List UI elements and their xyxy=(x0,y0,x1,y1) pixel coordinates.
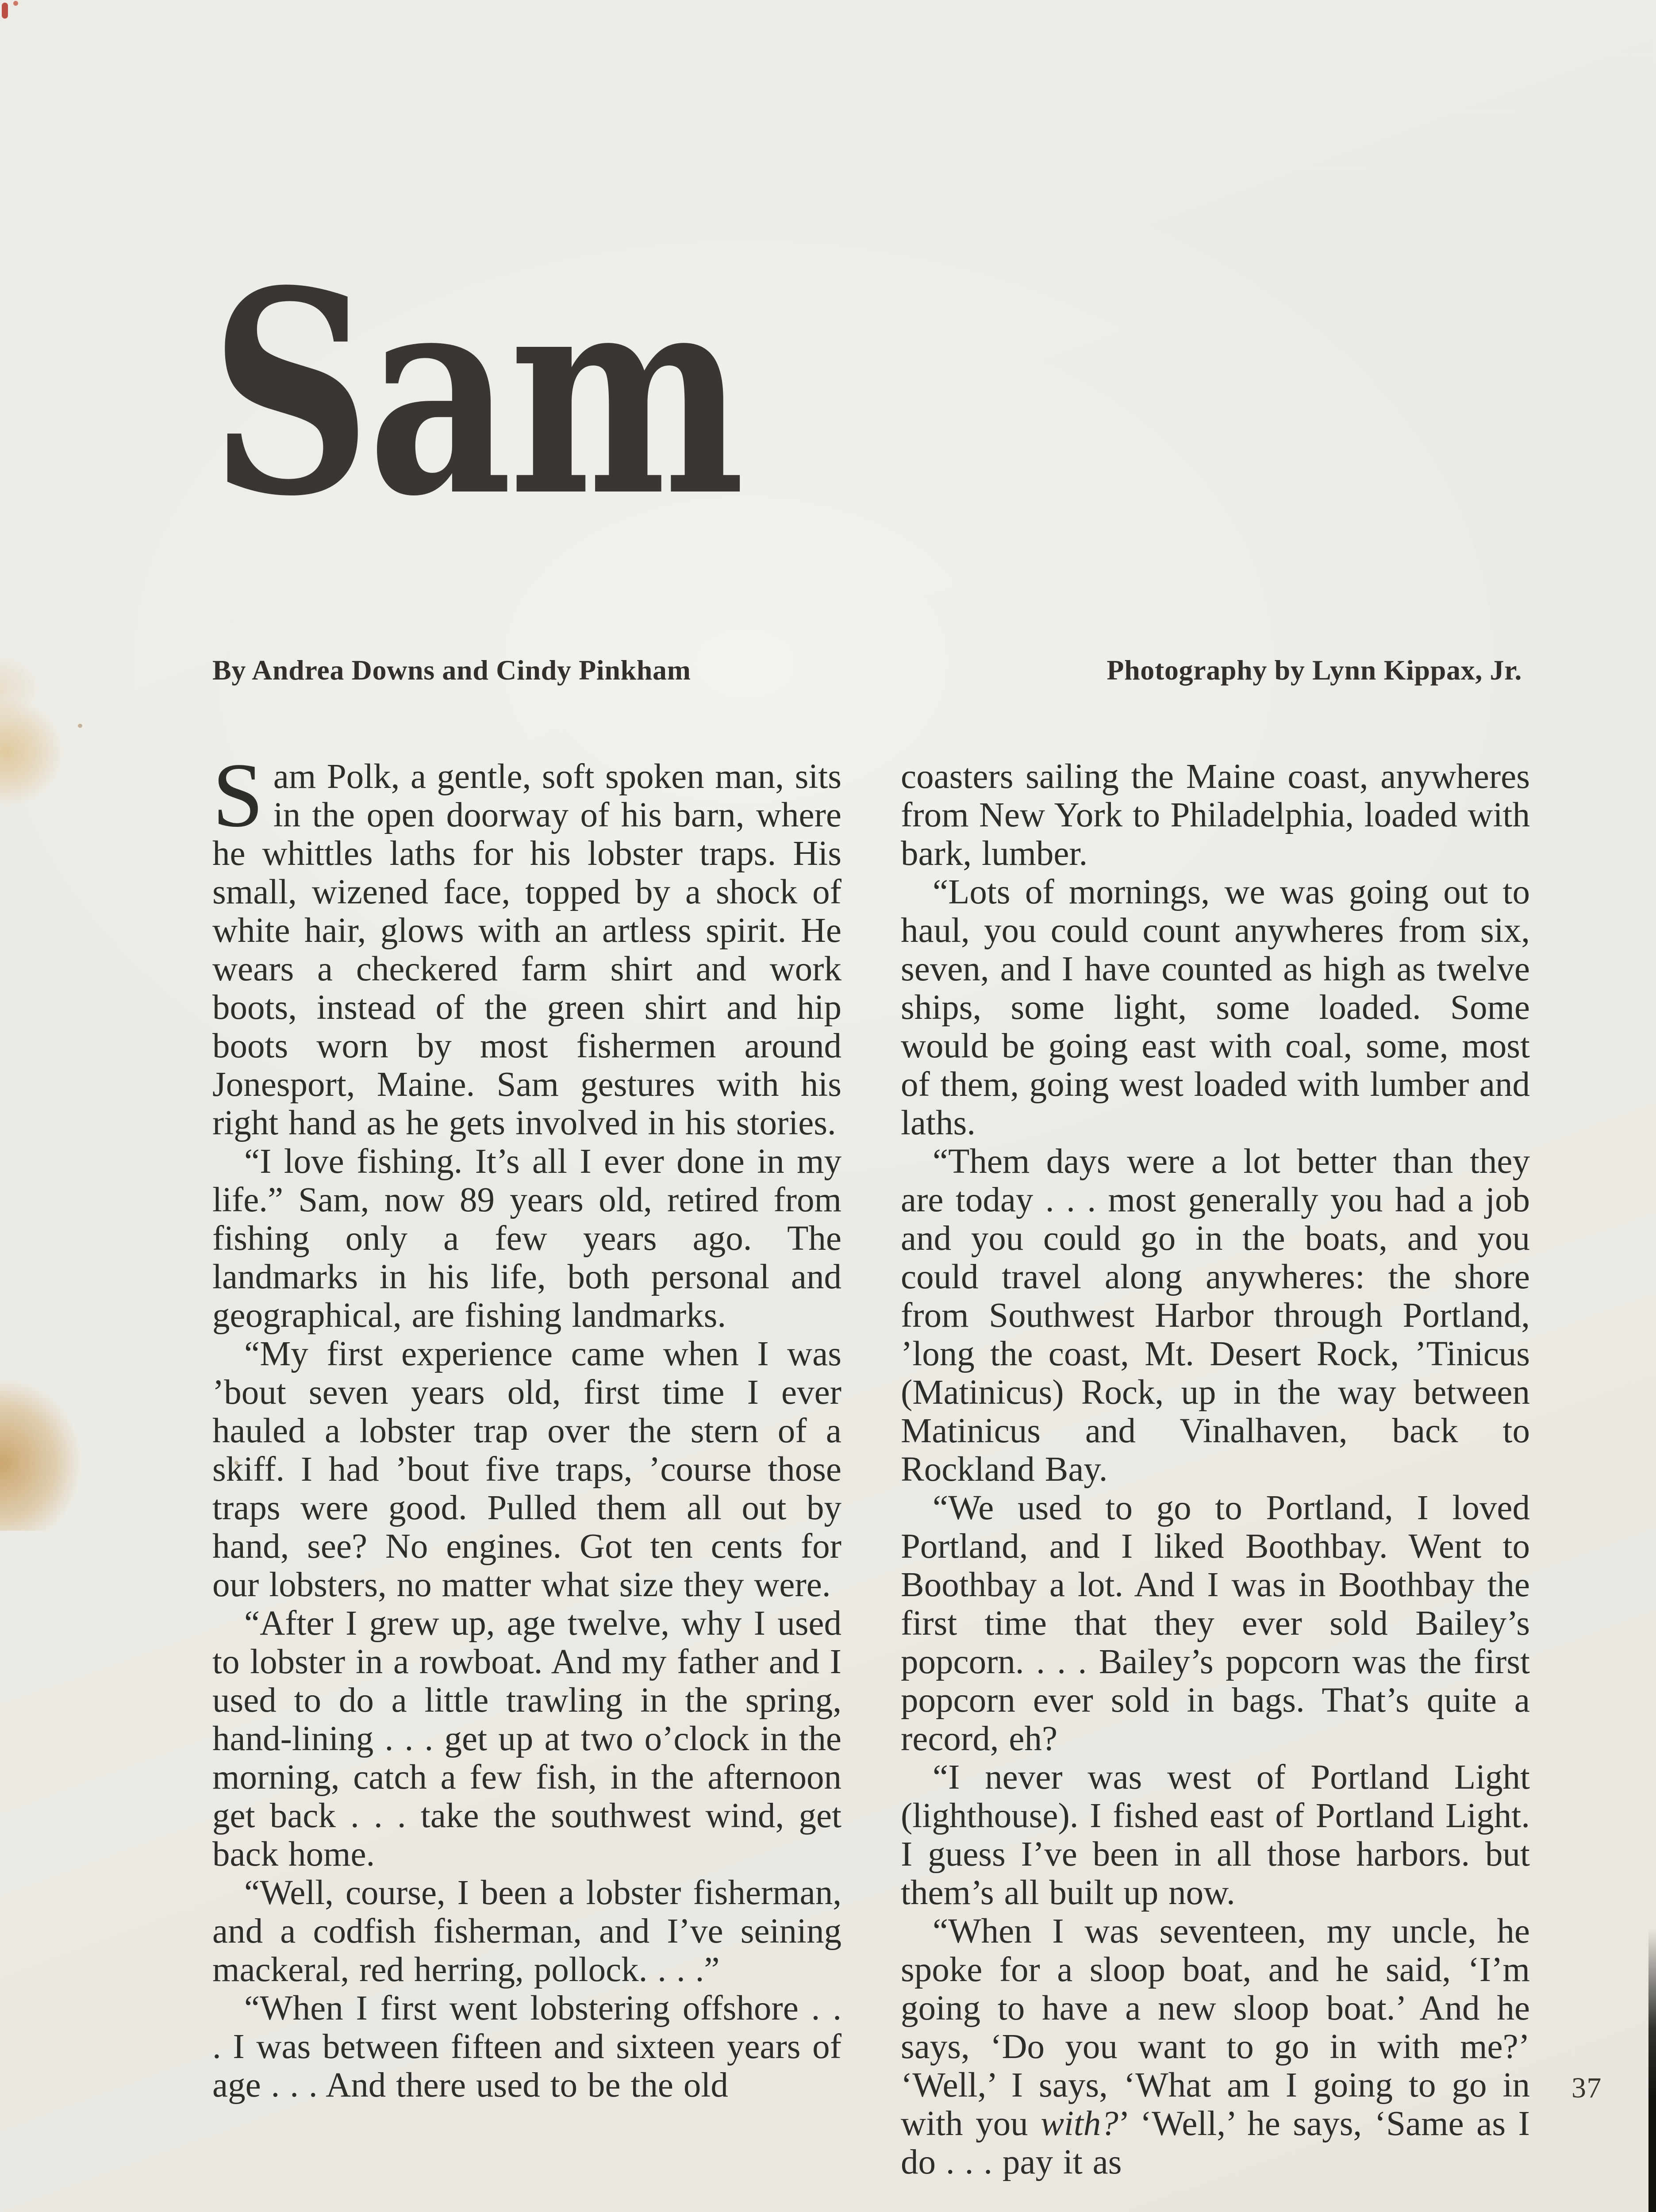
paragraph: “When I first went lobstering offshore . . . I was between fifteen and sixteen years of age . . . And there used to be the old xyxy=(212,1989,841,2104)
left-column xyxy=(212,744,841,2104)
italic-word: with? xyxy=(1041,2104,1118,2143)
red-ink-dot xyxy=(13,1,18,6)
author-byline: By Andrea Downs and Cindy Pinkham xyxy=(212,654,691,686)
article-title: Sam xyxy=(210,230,742,557)
paragraph xyxy=(212,744,841,1142)
paragraph: “Well, course, I been a lobster fisherman, and a codfish fisherman, and I’ve seining mackeral, red herring, pollock. . . .” xyxy=(212,1874,841,1989)
paragraph: “I never was west of Portland Light (lighthouse). I fished east of Portland Light. I guess I’ve been in all those harbors. but them’s all built up now. xyxy=(901,1758,1530,1912)
scan-edge-shadow xyxy=(1648,1929,1656,2212)
paragraph xyxy=(901,1912,1530,2181)
right-column xyxy=(901,757,1530,2181)
red-ink-mark xyxy=(2,3,8,19)
paragraph: “After I grew up, age twelve, why I used to lobster in a rowboat. And my father and I used to do a little trawling in the spring, hand-lining . . . get up at two o’clock in the morning, catch a few fish, in the afternoon get back . . . take the southwest wind, get back home. xyxy=(212,1604,841,1874)
paper-stain xyxy=(0,699,62,805)
drop-cap: S xyxy=(212,744,264,846)
paragraph: coasters sailing the Maine coast, anywheres from New York to Philadelphia, loaded with bark, lumber. xyxy=(901,757,1530,873)
paragraph: “I love fishing. It’s all I ever done in my life.” Sam, now 89 years old, retired from fishing only a few years ago. The landmarks in his life, both personal and geographical, are fishing landmarks. xyxy=(212,1142,841,1335)
page-number: 37 xyxy=(1571,2072,1602,2104)
paragraph-text: “When I was seventeen, my uncle, he spoke for a sloop boat, and he said, ‘I’m going to have a new sloop boat.’ And he says, ‘Do you want to go in with me?’ ‘Well,’ I says, ‘What am I going to go in with you xyxy=(901,1912,1530,2143)
paragraph: “My first experience came when I was ’bout seven years old, first time I ever hauled a lobster trap over the stern of a skiff. I had ’bout five traps, ’course those traps were good. Pulled them all out by hand, see? No engines. Got ten cents for our lobsters, no matter what size they were. xyxy=(212,1335,841,1604)
photography-credit: Photography by Lynn Kippax, Jr. xyxy=(1107,654,1522,686)
paragraph: “We used to go to Portland, I loved Portland, and I liked Boothbay. Went to Boothbay a lot. And I was in Boothbay the first time that they ever sold Bailey’s popcorn. . . . Bailey’s popcorn was the first popcorn ever sold in bags. That’s quite a record, eh? xyxy=(901,1489,1530,1758)
paragraph-text: ’ ‘Well,’ he says, ‘Same as I do . . . pay it as xyxy=(901,2104,1530,2181)
paragraph: “Lots of mornings, we was going out to haul, you could count anywheres from six, seven, and I have counted as high as twelve ships, some light, some loaded. Some would be going east with coal, some, most of them, going west loaded with lumber and laths. xyxy=(901,873,1530,1142)
paper-stain xyxy=(0,1380,80,1531)
byline-row xyxy=(212,654,1522,687)
paragraph-text: am Polk, a gentle, soft spoken man, sits in the open doorway of his barn, where he whittles laths for his lobster traps. His small, wizened face, topped by a shock of white hair, glows with an artless spirit. He wears a checkered farm shirt and work boots, instead of the green shirt and hip boots worn by most fishermen around Jonesport, Maine. Sam gestures with his right hand as he gets involved in his stories. xyxy=(212,757,841,1142)
paragraph: “Them days were a lot better than they are today . . . most generally you had a job and you could go in the boats, and you could travel along anywheres: the shore from Southwest Harbor through Portland, ’long the coast, Mt. Desert Rock, ’Tinicus (Matinicus) Rock, up in the way between Matinicus and Vinalhaven, back to Rockland Bay. xyxy=(901,1142,1530,1489)
paper-speck xyxy=(78,724,82,728)
